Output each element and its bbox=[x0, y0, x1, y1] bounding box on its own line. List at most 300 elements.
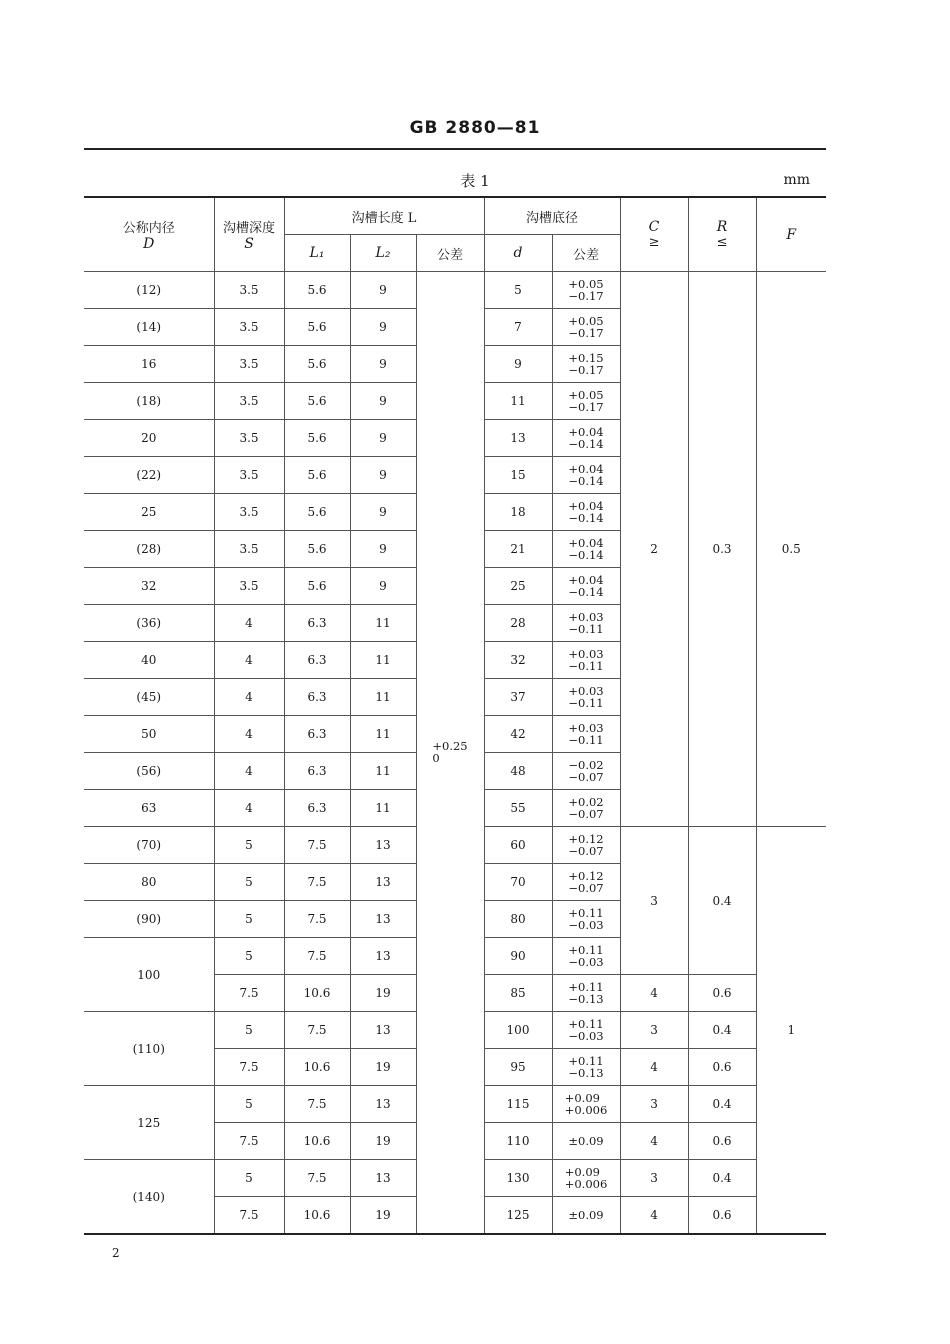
cell-l2: 9 bbox=[350, 568, 416, 605]
cell-l2: 9 bbox=[350, 383, 416, 420]
cell-bottom-diameter: 9 bbox=[484, 346, 552, 383]
diameter-tolerance bbox=[568, 426, 603, 450]
cell-s: 5 bbox=[214, 827, 284, 864]
cell-s: 4 bbox=[214, 753, 284, 790]
diameter-tolerance bbox=[568, 759, 603, 783]
header-nominal-diameter bbox=[84, 197, 214, 272]
cell-nominal-diameter bbox=[84, 790, 214, 827]
cell-diameter-tolerance bbox=[552, 864, 620, 901]
cell-f-group: 1 bbox=[756, 827, 826, 1235]
cell-l1: 5.6 bbox=[284, 568, 350, 605]
cell-bottom-diameter: 90 bbox=[484, 938, 552, 975]
cell-s: 4 bbox=[214, 605, 284, 642]
cell-bottom-diameter: 100 bbox=[484, 1012, 552, 1049]
cell-l1: 5.6 bbox=[284, 346, 350, 383]
header-rule bbox=[84, 148, 826, 150]
cell-d-value: 20 bbox=[141, 431, 157, 445]
diameter-tolerance bbox=[568, 981, 603, 1005]
cell-bottom-diameter: 85 bbox=[484, 975, 552, 1012]
cell-nominal-diameter bbox=[84, 1012, 214, 1086]
cell-nominal-diameter bbox=[84, 938, 214, 1012]
tolerance-upper: +0.03 bbox=[568, 720, 604, 735]
cell-r-group: 0.4 bbox=[688, 827, 756, 975]
cell-s: 3.5 bbox=[214, 457, 284, 494]
cell-s: 3.5 bbox=[214, 309, 284, 346]
cell-bottom-diameter: 130 bbox=[484, 1160, 552, 1197]
tolerance-lower: −0.11 bbox=[568, 732, 604, 747]
cell-c: 4 bbox=[620, 975, 688, 1012]
cell-bottom-diameter: 5 bbox=[484, 272, 552, 309]
cell-l1: 10.6 bbox=[284, 1049, 350, 1086]
cell-diameter-tolerance bbox=[552, 1049, 620, 1086]
header-l1-symbol: L₁ bbox=[309, 245, 325, 261]
tolerance-upper: +0.03 bbox=[568, 683, 604, 698]
cell-diameter-tolerance bbox=[552, 494, 620, 531]
cell-bottom-diameter: 11 bbox=[484, 383, 552, 420]
cell-l2: 9 bbox=[350, 494, 416, 531]
table-caption: 表 1 bbox=[460, 172, 490, 190]
cell-l2: 19 bbox=[350, 1049, 416, 1086]
cell-diameter-tolerance bbox=[552, 605, 620, 642]
cell-s: 3.5 bbox=[214, 531, 284, 568]
cell-c-group: 2 bbox=[620, 272, 688, 827]
cell-s: 3.5 bbox=[214, 568, 284, 605]
cell-d-value: (14) bbox=[136, 320, 162, 334]
cell-s: 7.5 bbox=[214, 1123, 284, 1160]
tolerance-lower: −0.14 bbox=[568, 473, 604, 488]
header-r-symbol: R bbox=[716, 219, 728, 235]
cell-l1: 10.6 bbox=[284, 975, 350, 1012]
cell-diameter-tolerance bbox=[552, 1123, 620, 1160]
tolerance-lower: −0.07 bbox=[568, 806, 604, 821]
cell-nominal-diameter bbox=[84, 605, 214, 642]
header-l-tolerance: 公差 bbox=[416, 235, 484, 272]
tolerance-upper: +0.04 bbox=[568, 461, 604, 476]
tolerance-lower: −0.17 bbox=[568, 288, 604, 303]
cell-l2: 13 bbox=[350, 1160, 416, 1197]
cell-d-value: 32 bbox=[141, 579, 157, 593]
tolerance-upper: +0.12 bbox=[568, 831, 604, 846]
cell-diameter-tolerance bbox=[552, 975, 620, 1012]
cell-l1: 5.6 bbox=[284, 309, 350, 346]
tolerance-upper: +0.11 bbox=[568, 1053, 604, 1068]
tolerance-lower: −0.07 bbox=[568, 880, 604, 895]
cell-s: 5 bbox=[214, 901, 284, 938]
cell-l1: 5.6 bbox=[284, 457, 350, 494]
tolerance-lower: −0.14 bbox=[568, 547, 604, 562]
cell-diameter-tolerance bbox=[552, 420, 620, 457]
standard-number: GB 2880—81 bbox=[409, 118, 541, 138]
length-tolerance-lower: 0 bbox=[432, 751, 440, 765]
diameter-tolerance bbox=[568, 1055, 603, 1079]
cell-s: 7.5 bbox=[214, 1049, 284, 1086]
cell-l1: 6.3 bbox=[284, 642, 350, 679]
cell-bottom-diameter: 25 bbox=[484, 568, 552, 605]
cell-nominal-diameter bbox=[84, 642, 214, 679]
cell-nominal-diameter bbox=[84, 383, 214, 420]
cell-s: 5 bbox=[214, 1086, 284, 1123]
cell-s: 3.5 bbox=[214, 346, 284, 383]
diameter-tolerance bbox=[568, 722, 603, 746]
diameter-tolerance bbox=[568, 352, 603, 376]
cell-d-value: (36) bbox=[136, 616, 162, 630]
cell-diameter-tolerance bbox=[552, 938, 620, 975]
cell-nominal-diameter bbox=[84, 716, 214, 753]
diameter-tolerance bbox=[568, 1209, 603, 1221]
cell-bottom-diameter: 48 bbox=[484, 753, 552, 790]
cell-l2: 9 bbox=[350, 346, 416, 383]
cell-l1: 5.6 bbox=[284, 420, 350, 457]
tolerance-upper: +0.04 bbox=[568, 498, 604, 513]
header-d-small-symbol: d bbox=[513, 245, 523, 261]
cell-nominal-diameter bbox=[84, 1086, 214, 1160]
tolerance-lower: +0.006 bbox=[564, 1102, 608, 1117]
cell-r: 0.6 bbox=[688, 1197, 756, 1235]
diameter-tolerance bbox=[568, 1018, 603, 1042]
cell-nominal-diameter bbox=[84, 568, 214, 605]
cell-nominal-diameter bbox=[84, 457, 214, 494]
tolerance-upper: +0.03 bbox=[568, 609, 604, 624]
header-d-label: 公称内径 bbox=[122, 221, 175, 236]
tolerance-lower: +0.006 bbox=[564, 1176, 608, 1191]
cell-diameter-tolerance bbox=[552, 568, 620, 605]
diameter-tolerance bbox=[568, 537, 603, 561]
cell-diameter-tolerance bbox=[552, 1012, 620, 1049]
tolerance-lower: −0.17 bbox=[568, 399, 604, 414]
cell-l2: 19 bbox=[350, 975, 416, 1012]
diameter-tolerance bbox=[568, 944, 603, 968]
tolerance-lower: −0.03 bbox=[568, 917, 604, 932]
header-groove-length: 沟槽长度 L bbox=[284, 197, 484, 235]
tolerance-upper: +0.15 bbox=[568, 350, 604, 365]
cell-l2: 13 bbox=[350, 901, 416, 938]
cell-l1: 7.5 bbox=[284, 827, 350, 864]
cell-nominal-diameter bbox=[84, 901, 214, 938]
diameter-tolerance bbox=[568, 648, 603, 672]
cell-d-value: (140) bbox=[132, 1189, 165, 1204]
diameter-tolerance bbox=[568, 315, 603, 339]
cell-diameter-tolerance bbox=[552, 346, 620, 383]
cell-l1: 6.3 bbox=[284, 753, 350, 790]
cell-r-group: 0.3 bbox=[688, 272, 756, 827]
diameter-tolerance bbox=[568, 685, 603, 709]
cell-l2: 19 bbox=[350, 1123, 416, 1160]
cell-diameter-tolerance bbox=[552, 531, 620, 568]
cell-nominal-diameter bbox=[84, 753, 214, 790]
cell-diameter-tolerance bbox=[552, 827, 620, 864]
header-groove-bottom-diameter: 沟槽底径 bbox=[484, 197, 620, 235]
tolerance-lower: −0.11 bbox=[568, 621, 604, 636]
cell-bottom-diameter: 37 bbox=[484, 679, 552, 716]
tolerance-upper: +0.02 bbox=[568, 794, 604, 809]
cell-nominal-diameter bbox=[84, 1160, 214, 1235]
cell-bottom-diameter: 7 bbox=[484, 309, 552, 346]
tolerance-lower: −0.13 bbox=[568, 1065, 604, 1080]
cell-r: 0.6 bbox=[688, 1049, 756, 1086]
cell-l1: 7.5 bbox=[284, 938, 350, 975]
cell-r: 0.4 bbox=[688, 1012, 756, 1049]
groove-dimension-table bbox=[84, 196, 826, 1235]
cell-bottom-diameter: 125 bbox=[484, 1197, 552, 1235]
unit-label: mm bbox=[783, 172, 810, 188]
cell-l1: 10.6 bbox=[284, 1123, 350, 1160]
diameter-tolerance bbox=[565, 1092, 608, 1116]
cell-bottom-diameter: 95 bbox=[484, 1049, 552, 1086]
cell-s: 3.5 bbox=[214, 383, 284, 420]
header-r-compare: ≤ bbox=[716, 235, 728, 250]
cell-d-value: 16 bbox=[141, 357, 157, 371]
cell-l2: 11 bbox=[350, 790, 416, 827]
cell-l1: 5.6 bbox=[284, 531, 350, 568]
cell-bottom-diameter: 55 bbox=[484, 790, 552, 827]
cell-r: 0.6 bbox=[688, 1123, 756, 1160]
tolerance-upper: +0.11 bbox=[568, 905, 604, 920]
cell-d-value: (90) bbox=[136, 912, 162, 926]
cell-s: 7.5 bbox=[214, 1197, 284, 1235]
tolerance-upper: +0.05 bbox=[568, 387, 604, 402]
cell-s: 3.5 bbox=[214, 272, 284, 309]
tolerance-lower: −0.14 bbox=[568, 584, 604, 599]
cell-l1: 7.5 bbox=[284, 1086, 350, 1123]
tolerance-lower: −0.17 bbox=[568, 325, 604, 340]
diameter-tolerance bbox=[568, 278, 603, 302]
tolerance-upper: +0.09 bbox=[564, 1090, 600, 1105]
tolerance-upper: +0.12 bbox=[568, 868, 604, 883]
cell-nominal-diameter bbox=[84, 309, 214, 346]
tolerance-upper: +0.03 bbox=[568, 646, 604, 661]
cell-bottom-diameter: 60 bbox=[484, 827, 552, 864]
cell-bottom-diameter: 115 bbox=[484, 1086, 552, 1123]
cell-l1: 5.6 bbox=[284, 494, 350, 531]
cell-l2: 13 bbox=[350, 1012, 416, 1049]
cell-nominal-diameter bbox=[84, 494, 214, 531]
cell-c: 3 bbox=[620, 1086, 688, 1123]
cell-s: 3.5 bbox=[214, 494, 284, 531]
cell-r: 0.4 bbox=[688, 1086, 756, 1123]
cell-diameter-tolerance bbox=[552, 1160, 620, 1197]
cell-bottom-diameter: 21 bbox=[484, 531, 552, 568]
diameter-tolerance bbox=[565, 1166, 608, 1190]
cell-l1: 6.3 bbox=[284, 605, 350, 642]
header-d-tolerance: 公差 bbox=[552, 235, 620, 272]
cell-d-value: 125 bbox=[137, 1115, 161, 1130]
tolerance-lower: −0.17 bbox=[568, 362, 604, 377]
tolerance-lower: −0.14 bbox=[568, 510, 604, 525]
cell-bottom-diameter: 15 bbox=[484, 457, 552, 494]
tolerance-upper: +0.04 bbox=[568, 535, 604, 550]
cell-f-group: 0.5 bbox=[756, 272, 826, 827]
diameter-tolerance bbox=[568, 611, 603, 635]
cell-l2: 9 bbox=[350, 309, 416, 346]
cell-bottom-diameter: 70 bbox=[484, 864, 552, 901]
cell-diameter-tolerance bbox=[552, 457, 620, 494]
cell-l2: 9 bbox=[350, 457, 416, 494]
cell-nominal-diameter bbox=[84, 420, 214, 457]
cell-l1: 7.5 bbox=[284, 901, 350, 938]
cell-l1: 7.5 bbox=[284, 1160, 350, 1197]
diameter-tolerance bbox=[568, 463, 603, 487]
page-number: 2 bbox=[112, 1246, 120, 1260]
tolerance-upper: +0.05 bbox=[568, 276, 604, 291]
header-f-symbol: F bbox=[786, 226, 797, 243]
cell-d-value: (28) bbox=[136, 542, 162, 556]
cell-d-value: (70) bbox=[136, 838, 162, 852]
cell-nominal-diameter bbox=[84, 679, 214, 716]
tolerance-lower: −0.11 bbox=[568, 658, 604, 673]
cell-l1: 7.5 bbox=[284, 1012, 350, 1049]
tolerance-upper: +0.11 bbox=[568, 1016, 604, 1031]
diameter-tolerance bbox=[568, 500, 603, 524]
cell-diameter-tolerance bbox=[552, 901, 620, 938]
cell-diameter-tolerance bbox=[552, 1197, 620, 1235]
diameter-tolerance bbox=[568, 796, 603, 820]
tolerance-lower: −0.07 bbox=[568, 843, 604, 858]
tolerance-upper: +0.05 bbox=[568, 313, 604, 328]
tolerance-lower: −0.03 bbox=[568, 1028, 604, 1043]
cell-l2: 11 bbox=[350, 642, 416, 679]
cell-l2: 11 bbox=[350, 716, 416, 753]
tolerance-lower: −0.14 bbox=[568, 436, 604, 451]
cell-diameter-tolerance bbox=[552, 753, 620, 790]
cell-l2: 11 bbox=[350, 679, 416, 716]
tolerance-upper: +0.09 bbox=[564, 1164, 600, 1179]
cell-s: 3.5 bbox=[214, 420, 284, 457]
header-s-label: 沟槽深度 bbox=[222, 221, 275, 236]
cell-l1: 7.5 bbox=[284, 864, 350, 901]
tolerance-upper: ±0.09 bbox=[568, 1208, 604, 1222]
cell-d-value: 40 bbox=[141, 653, 157, 667]
tolerance-lower: −0.07 bbox=[568, 769, 604, 784]
header-f bbox=[756, 197, 826, 272]
cell-l1: 10.6 bbox=[284, 1197, 350, 1235]
cell-l2: 13 bbox=[350, 1086, 416, 1123]
cell-bottom-diameter: 32 bbox=[484, 642, 552, 679]
cell-nominal-diameter bbox=[84, 827, 214, 864]
cell-d-value: (12) bbox=[136, 283, 162, 297]
cell-length-tolerance bbox=[416, 272, 484, 1235]
header-l2-symbol: L₂ bbox=[375, 245, 391, 261]
cell-nominal-diameter bbox=[84, 346, 214, 383]
header-l2 bbox=[350, 235, 416, 272]
cell-bottom-diameter: 28 bbox=[484, 605, 552, 642]
table-body bbox=[84, 272, 826, 1235]
cell-bottom-diameter: 13 bbox=[484, 420, 552, 457]
cell-diameter-tolerance bbox=[552, 383, 620, 420]
cell-d-value: (22) bbox=[136, 468, 162, 482]
cell-diameter-tolerance bbox=[552, 716, 620, 753]
diameter-tolerance bbox=[568, 833, 603, 857]
header-l1 bbox=[284, 235, 350, 272]
cell-s: 5 bbox=[214, 938, 284, 975]
cell-d-value: 50 bbox=[141, 727, 157, 741]
header-groove-depth bbox=[214, 197, 284, 272]
cell-nominal-diameter bbox=[84, 864, 214, 901]
cell-s: 5 bbox=[214, 1160, 284, 1197]
cell-s: 4 bbox=[214, 679, 284, 716]
cell-diameter-tolerance bbox=[552, 642, 620, 679]
table-header bbox=[84, 197, 826, 272]
diameter-tolerance bbox=[568, 389, 603, 413]
cell-l2: 13 bbox=[350, 938, 416, 975]
cell-d-value: (56) bbox=[136, 764, 162, 778]
cell-d-value: 80 bbox=[141, 875, 157, 889]
cell-d-value: (18) bbox=[136, 394, 162, 408]
cell-d-value: 63 bbox=[141, 801, 157, 815]
diameter-tolerance bbox=[568, 907, 603, 931]
cell-diameter-tolerance bbox=[552, 790, 620, 827]
cell-l1: 6.3 bbox=[284, 679, 350, 716]
cell-diameter-tolerance bbox=[552, 1086, 620, 1123]
tolerance-lower: −0.11 bbox=[568, 695, 604, 710]
cell-s: 4 bbox=[214, 642, 284, 679]
cell-l1: 5.6 bbox=[284, 272, 350, 309]
cell-diameter-tolerance bbox=[552, 272, 620, 309]
cell-c: 3 bbox=[620, 1012, 688, 1049]
cell-nominal-diameter bbox=[84, 531, 214, 568]
cell-nominal-diameter bbox=[84, 272, 214, 309]
cell-l2: 9 bbox=[350, 420, 416, 457]
cell-c-group: 3 bbox=[620, 827, 688, 975]
cell-s: 5 bbox=[214, 1012, 284, 1049]
cell-l2: 13 bbox=[350, 864, 416, 901]
tolerance-lower: −0.13 bbox=[568, 991, 604, 1006]
cell-c: 3 bbox=[620, 1160, 688, 1197]
cell-d-value: (45) bbox=[136, 690, 162, 704]
cell-l2: 9 bbox=[350, 531, 416, 568]
header-r bbox=[688, 197, 756, 272]
header-c-symbol: C bbox=[648, 219, 660, 235]
length-tolerance bbox=[432, 740, 467, 764]
cell-bottom-diameter: 18 bbox=[484, 494, 552, 531]
cell-bottom-diameter: 110 bbox=[484, 1123, 552, 1160]
header-c bbox=[620, 197, 688, 272]
header-c-compare: ≥ bbox=[648, 235, 660, 250]
cell-l2: 11 bbox=[350, 753, 416, 790]
header-d-symbol: D bbox=[143, 236, 155, 252]
cell-r: 0.6 bbox=[688, 975, 756, 1012]
tolerance-upper: ±0.09 bbox=[568, 1134, 604, 1148]
cell-d-value: 25 bbox=[141, 505, 157, 519]
cell-c: 4 bbox=[620, 1197, 688, 1235]
table-row bbox=[84, 272, 826, 309]
cell-bottom-diameter: 42 bbox=[484, 716, 552, 753]
cell-l1: 5.6 bbox=[284, 383, 350, 420]
tolerance-upper: +0.04 bbox=[568, 424, 604, 439]
diameter-tolerance bbox=[568, 1135, 603, 1147]
cell-l2: 19 bbox=[350, 1197, 416, 1235]
cell-r: 0.4 bbox=[688, 1160, 756, 1197]
cell-diameter-tolerance bbox=[552, 679, 620, 716]
cell-l1: 6.3 bbox=[284, 716, 350, 753]
cell-d-value: 100 bbox=[137, 967, 161, 982]
tolerance-upper: +0.11 bbox=[568, 942, 604, 957]
cell-c: 4 bbox=[620, 1123, 688, 1160]
cell-bottom-diameter: 80 bbox=[484, 901, 552, 938]
diameter-tolerance bbox=[568, 870, 603, 894]
tolerance-upper: +0.04 bbox=[568, 572, 604, 587]
tolerance-upper: −0.02 bbox=[568, 757, 604, 772]
cell-l2: 11 bbox=[350, 605, 416, 642]
tolerance-upper: +0.11 bbox=[568, 979, 604, 994]
cell-s: 7.5 bbox=[214, 975, 284, 1012]
cell-l2: 13 bbox=[350, 827, 416, 864]
length-tolerance-upper: +0.25 bbox=[432, 739, 468, 753]
header-s-symbol: S bbox=[244, 236, 254, 252]
cell-s: 4 bbox=[214, 716, 284, 753]
cell-l2: 9 bbox=[350, 272, 416, 309]
cell-s: 5 bbox=[214, 864, 284, 901]
tolerance-lower: −0.03 bbox=[568, 954, 604, 969]
